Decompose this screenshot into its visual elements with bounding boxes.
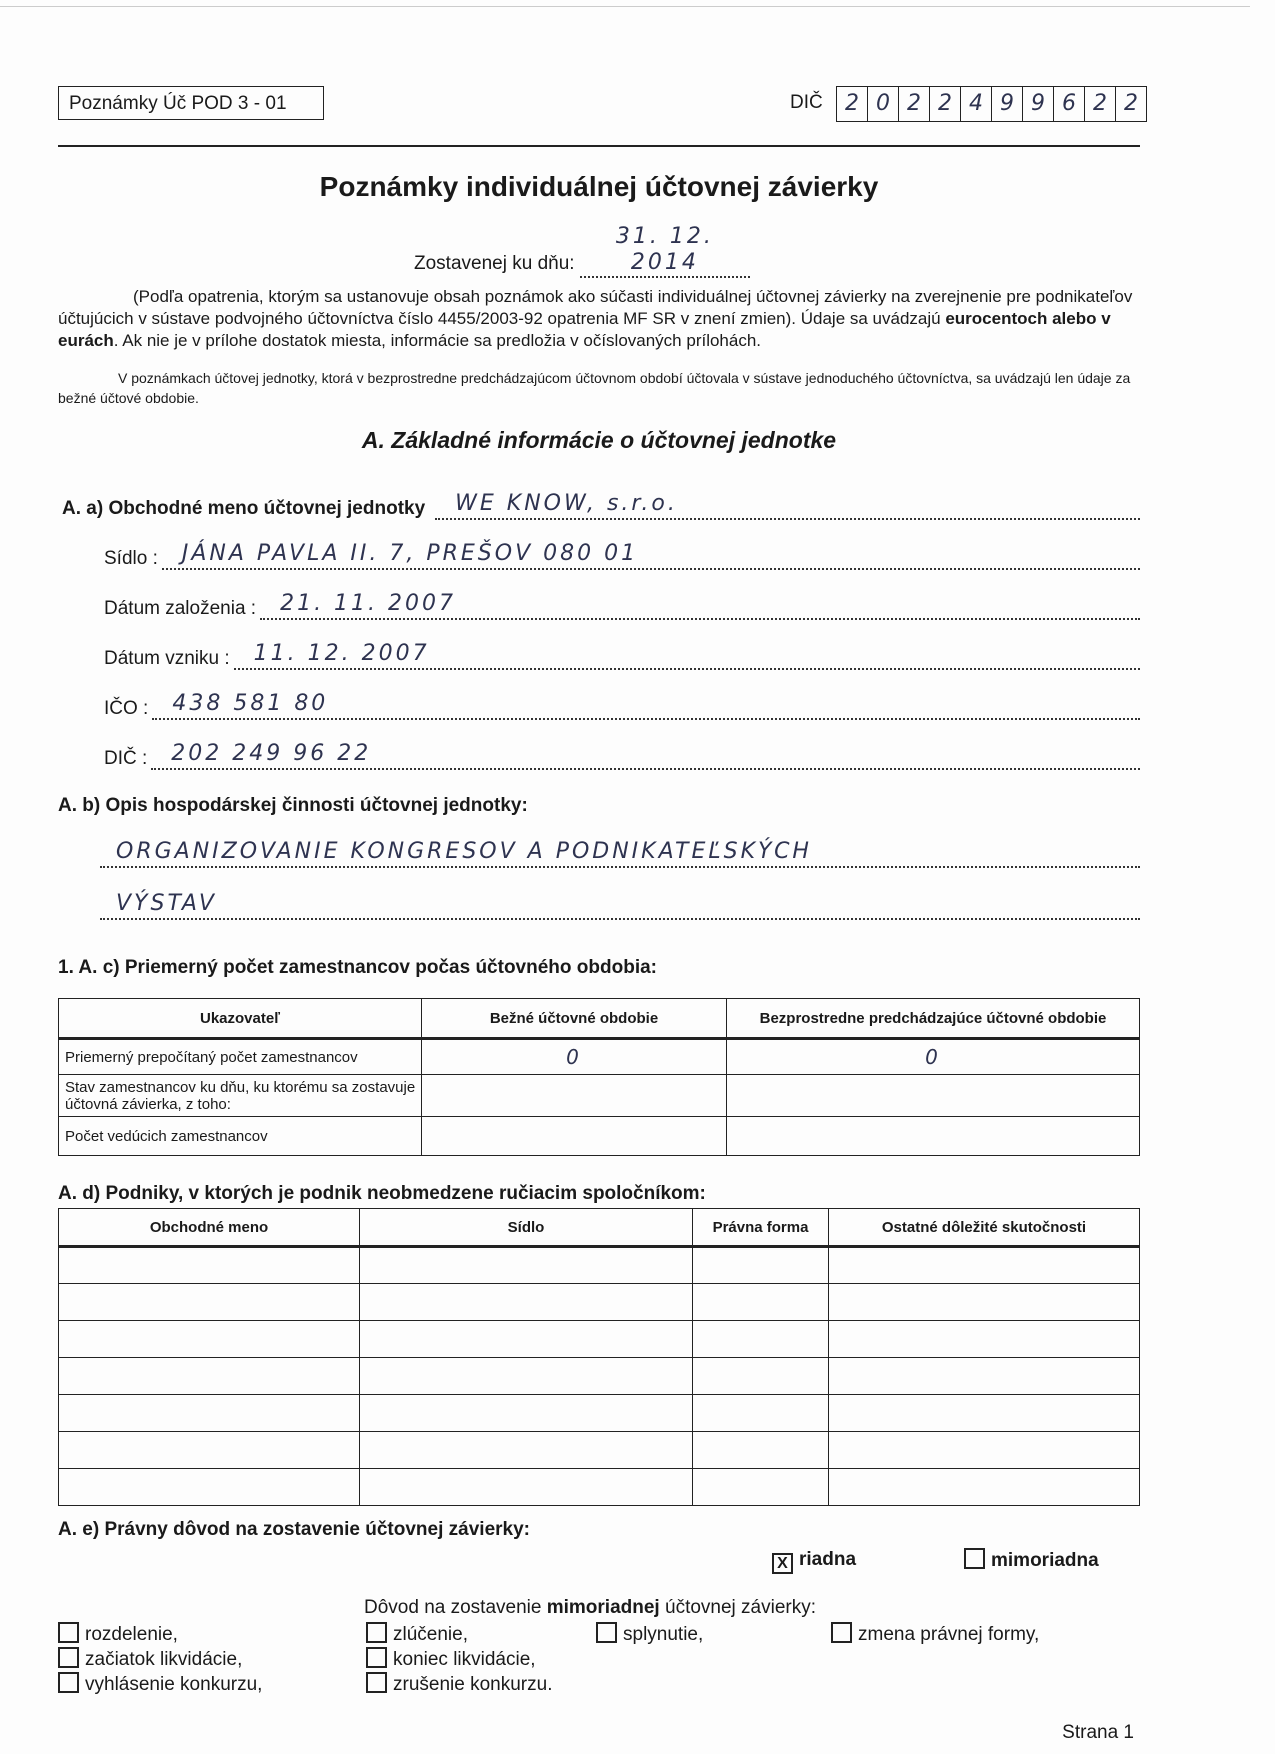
- cell[interactable]: [59, 1247, 360, 1284]
- checkbox-label: koniec likvidácie,: [393, 1649, 536, 1670]
- checkbox-label: začiatok likvidácie,: [85, 1649, 243, 1670]
- table-row: [59, 1432, 1140, 1469]
- table-row: [59, 1321, 1140, 1358]
- date-row: [58, 224, 1140, 278]
- field-row: [104, 690, 1140, 720]
- col-header: Ukazovateľ: [59, 999, 422, 1039]
- cell[interactable]: [360, 1247, 693, 1284]
- intro-text: (Podľa opatrenia, ktorým sa ustanovuje obsah poznámok ako súčasti individuálnej účtovnej závierky na zverejnenie pre podnikateľov účtujúcich v sústave podvojného účtovníctva číslo 4455/2003-92 opatrenia MF SR v znení zmien). Údaje sa uvádzajú: [58, 287, 1133, 328]
- checkbox-mimoriadna[interactable]: [964, 1548, 1099, 1573]
- cell[interactable]: [59, 1395, 360, 1432]
- intro-bold: eurocentoch alebo v eurách: [58, 309, 1111, 350]
- intro-paragraph: [58, 286, 1140, 352]
- note-paragraph: V poznámkach účtovej jednotky, ktorá v bezprostredne predchádzajúcom účtovnom období účtovala v sústave jednoduchého účtovníctva, sa uvádzajú len údaje za bežné účtové obdobie.: [58, 370, 1131, 406]
- page-number: Strana 1: [1062, 1722, 1134, 1743]
- table-row: [59, 1039, 1140, 1075]
- activity-line-1: ORGANIZOVANIE KONGRESOV A PODNIKATEĽSKÝCH: [100, 838, 1140, 868]
- checkbox-icon: [366, 1672, 387, 1693]
- scan-edge: [0, 6, 1250, 7]
- field-label: DIČ :: [104, 748, 148, 769]
- col-header: Ostatné dôležité skutočnosti: [829, 1209, 1140, 1247]
- checkbox-label: vyhlásenie konkurzu,: [85, 1674, 263, 1695]
- reason-bold: mimoriadnej: [546, 1597, 660, 1618]
- cell: Stav zamestnancov ku dňu, ku ktorému sa zostavuje účtovná závierka, z toho:: [59, 1075, 422, 1117]
- checkbox-option[interactable]: [366, 1622, 596, 1647]
- cell: Počet vedúcich zamestnancov: [59, 1117, 422, 1156]
- checkbox-option[interactable]: [831, 1622, 1140, 1647]
- dic-digit: 2: [845, 91, 859, 116]
- cell[interactable]: [59, 1321, 360, 1358]
- company-fields: [58, 540, 1140, 770]
- checkbox-icon: [366, 1647, 387, 1668]
- a-c-label: 1. A. c) Priemerný počet zamestnancov počas účtovného obdobia:: [58, 957, 657, 978]
- field-row: [104, 590, 1140, 620]
- field-label: Sídlo :: [104, 548, 158, 569]
- field-row: [104, 540, 1140, 570]
- table-row: [59, 1075, 1140, 1117]
- date-value: 31. 12. 2014: [580, 224, 750, 278]
- table-row: [59, 1247, 1140, 1284]
- field-label: Dátum vzniku :: [104, 648, 230, 669]
- a-a-label: A. a) Obchodné meno účtovnej jednotky: [62, 498, 426, 519]
- cell[interactable]: [693, 1395, 829, 1432]
- checkbox-icon: [58, 1647, 79, 1668]
- page-title: Poznámky individuálnej účtovnej závierky: [319, 171, 879, 202]
- cell[interactable]: [422, 1075, 727, 1117]
- col-header: Bežné účtovné obdobie: [422, 999, 727, 1039]
- checkbox-icon: [366, 1622, 387, 1643]
- dic-digit: 9: [1022, 87, 1053, 121]
- checkbox-label: riadna: [799, 1549, 857, 1570]
- checkbox-icon: [58, 1622, 79, 1643]
- dic-digit: 9: [991, 87, 1022, 121]
- cell[interactable]: [360, 1395, 693, 1432]
- dic-digit: 2: [1115, 87, 1146, 121]
- cell[interactable]: 0: [422, 1039, 727, 1075]
- checkbox-option[interactable]: [366, 1647, 596, 1672]
- dic-label: DIČ: [790, 92, 823, 113]
- checkbox-label: mimoriadna: [991, 1550, 1099, 1571]
- intro-text-2: . Ak nie je v prílohe dostatok miesta, informácie sa predložia v očíslovaných prílohách.: [113, 331, 762, 350]
- cell[interactable]: [360, 1284, 693, 1321]
- checkbox-icon: [596, 1622, 617, 1643]
- cell[interactable]: [360, 1469, 693, 1506]
- dic-digit: 2: [898, 87, 929, 121]
- table-row: [59, 1395, 1140, 1432]
- field-value: JÁNA PAVLA II. 7, PREŠOV 080 01: [162, 540, 1140, 570]
- section-a-heading: A. Základné informácie o účtovnej jednotke: [361, 427, 837, 453]
- cell[interactable]: [829, 1469, 1140, 1506]
- checkbox-riadna[interactable]: [772, 1548, 856, 1574]
- cell[interactable]: [360, 1358, 693, 1395]
- dic-digit: 2: [929, 87, 960, 121]
- cell[interactable]: [360, 1321, 693, 1358]
- cell[interactable]: [727, 1075, 1140, 1117]
- field-value: 21. 11. 2007: [260, 590, 1140, 620]
- employees-table: [58, 998, 1140, 1156]
- cell[interactable]: [829, 1321, 1140, 1358]
- col-header: Bezprostredne predchádzajúce účtovné obdobie: [727, 999, 1140, 1039]
- dic-digit: 6: [1053, 87, 1084, 121]
- divider: [58, 145, 1140, 147]
- dic-digit: 4: [960, 87, 991, 121]
- date-label: Zostavenej ku dňu:: [414, 253, 575, 274]
- col-header: Obchodné meno: [59, 1209, 360, 1247]
- table-row: [59, 1469, 1140, 1506]
- checkbox-label: zrušenie konkurzu.: [393, 1674, 553, 1695]
- table-row: [59, 1284, 1140, 1321]
- checkbox-option[interactable]: [58, 1622, 366, 1647]
- dic-digit: 2: [1084, 87, 1115, 121]
- cell[interactable]: [829, 1395, 1140, 1432]
- cell: Priemerný prepočítaný počet zamestnancov: [59, 1039, 422, 1075]
- cell[interactable]: [59, 1469, 360, 1506]
- checkbox-label: zmena právnej formy,: [858, 1624, 1040, 1645]
- reason-text: Dôvod na zostavenie: [364, 1597, 547, 1618]
- document-body: [58, 170, 1140, 1745]
- field-label: IČO :: [104, 698, 149, 719]
- cell[interactable]: [693, 1432, 829, 1469]
- partners-table: [58, 1208, 1140, 1506]
- dic-boxes: [836, 86, 1147, 122]
- company-name-row: [58, 490, 1140, 520]
- a-d-label: A. d) Podniky, v ktorých je podnik neobmedzene ručiacim spoločníkom:: [58, 1183, 706, 1204]
- cell[interactable]: [829, 1247, 1140, 1284]
- checkbox-label: splynutie,: [623, 1624, 704, 1645]
- col-header: Právna forma: [693, 1209, 829, 1247]
- cell[interactable]: [693, 1247, 829, 1284]
- field-value: 11. 12. 2007: [234, 640, 1140, 670]
- col-header: Sídlo: [360, 1209, 693, 1247]
- a-e-label: A. e) Právny dôvod na zostavenie účtovnej závierky:: [58, 1519, 530, 1540]
- cell[interactable]: [59, 1358, 360, 1395]
- cell[interactable]: [693, 1469, 829, 1506]
- checkbox-option[interactable]: [58, 1672, 366, 1697]
- activity-line-2: VÝSTAV: [100, 890, 1140, 920]
- checkbox-option[interactable]: [596, 1622, 831, 1647]
- cell[interactable]: [727, 1117, 1140, 1156]
- checkbox-icon: [831, 1622, 852, 1643]
- a-b-label: A. b) Opis hospodárskej činnosti účtovnej jednotky:: [58, 795, 528, 816]
- checkbox-label: rozdelenie,: [85, 1624, 178, 1645]
- checkbox-checked-icon: X: [772, 1553, 793, 1574]
- checkbox-icon: [964, 1548, 985, 1569]
- reason-text: účtovnej závierky:: [659, 1597, 817, 1618]
- field-value: 438 581 80: [152, 690, 1140, 720]
- company-name: WE KNOW, s.r.o.: [435, 490, 1140, 520]
- cell[interactable]: [693, 1358, 829, 1395]
- cell[interactable]: [59, 1432, 360, 1469]
- cell[interactable]: [693, 1284, 829, 1321]
- reason-options: [58, 1622, 1140, 1697]
- reason-label: [58, 1596, 1140, 1620]
- cell[interactable]: [422, 1117, 727, 1156]
- checkbox-option[interactable]: [58, 1647, 366, 1672]
- cell[interactable]: [59, 1284, 360, 1321]
- table-row: [59, 1117, 1140, 1156]
- checkbox-icon: [58, 1672, 79, 1693]
- field-row: [104, 640, 1140, 670]
- form-code: Poznámky Úč POD 3 - 01: [58, 86, 324, 120]
- field-row: [104, 740, 1140, 770]
- cell[interactable]: [829, 1358, 1140, 1395]
- cell[interactable]: [829, 1284, 1140, 1321]
- statement-type-row: [58, 1548, 1140, 1574]
- checkbox-label: zlúčenie,: [393, 1624, 468, 1645]
- field-label: Dátum založenia :: [104, 598, 257, 619]
- cell[interactable]: [693, 1321, 829, 1358]
- table-row: [59, 1358, 1140, 1395]
- cell[interactable]: [829, 1432, 1140, 1469]
- cell[interactable]: 0: [727, 1039, 1140, 1075]
- cell[interactable]: [360, 1432, 693, 1469]
- dic-digit: 0: [867, 87, 898, 121]
- checkbox-option[interactable]: [366, 1672, 596, 1697]
- field-value: 202 249 96 22: [151, 740, 1140, 770]
